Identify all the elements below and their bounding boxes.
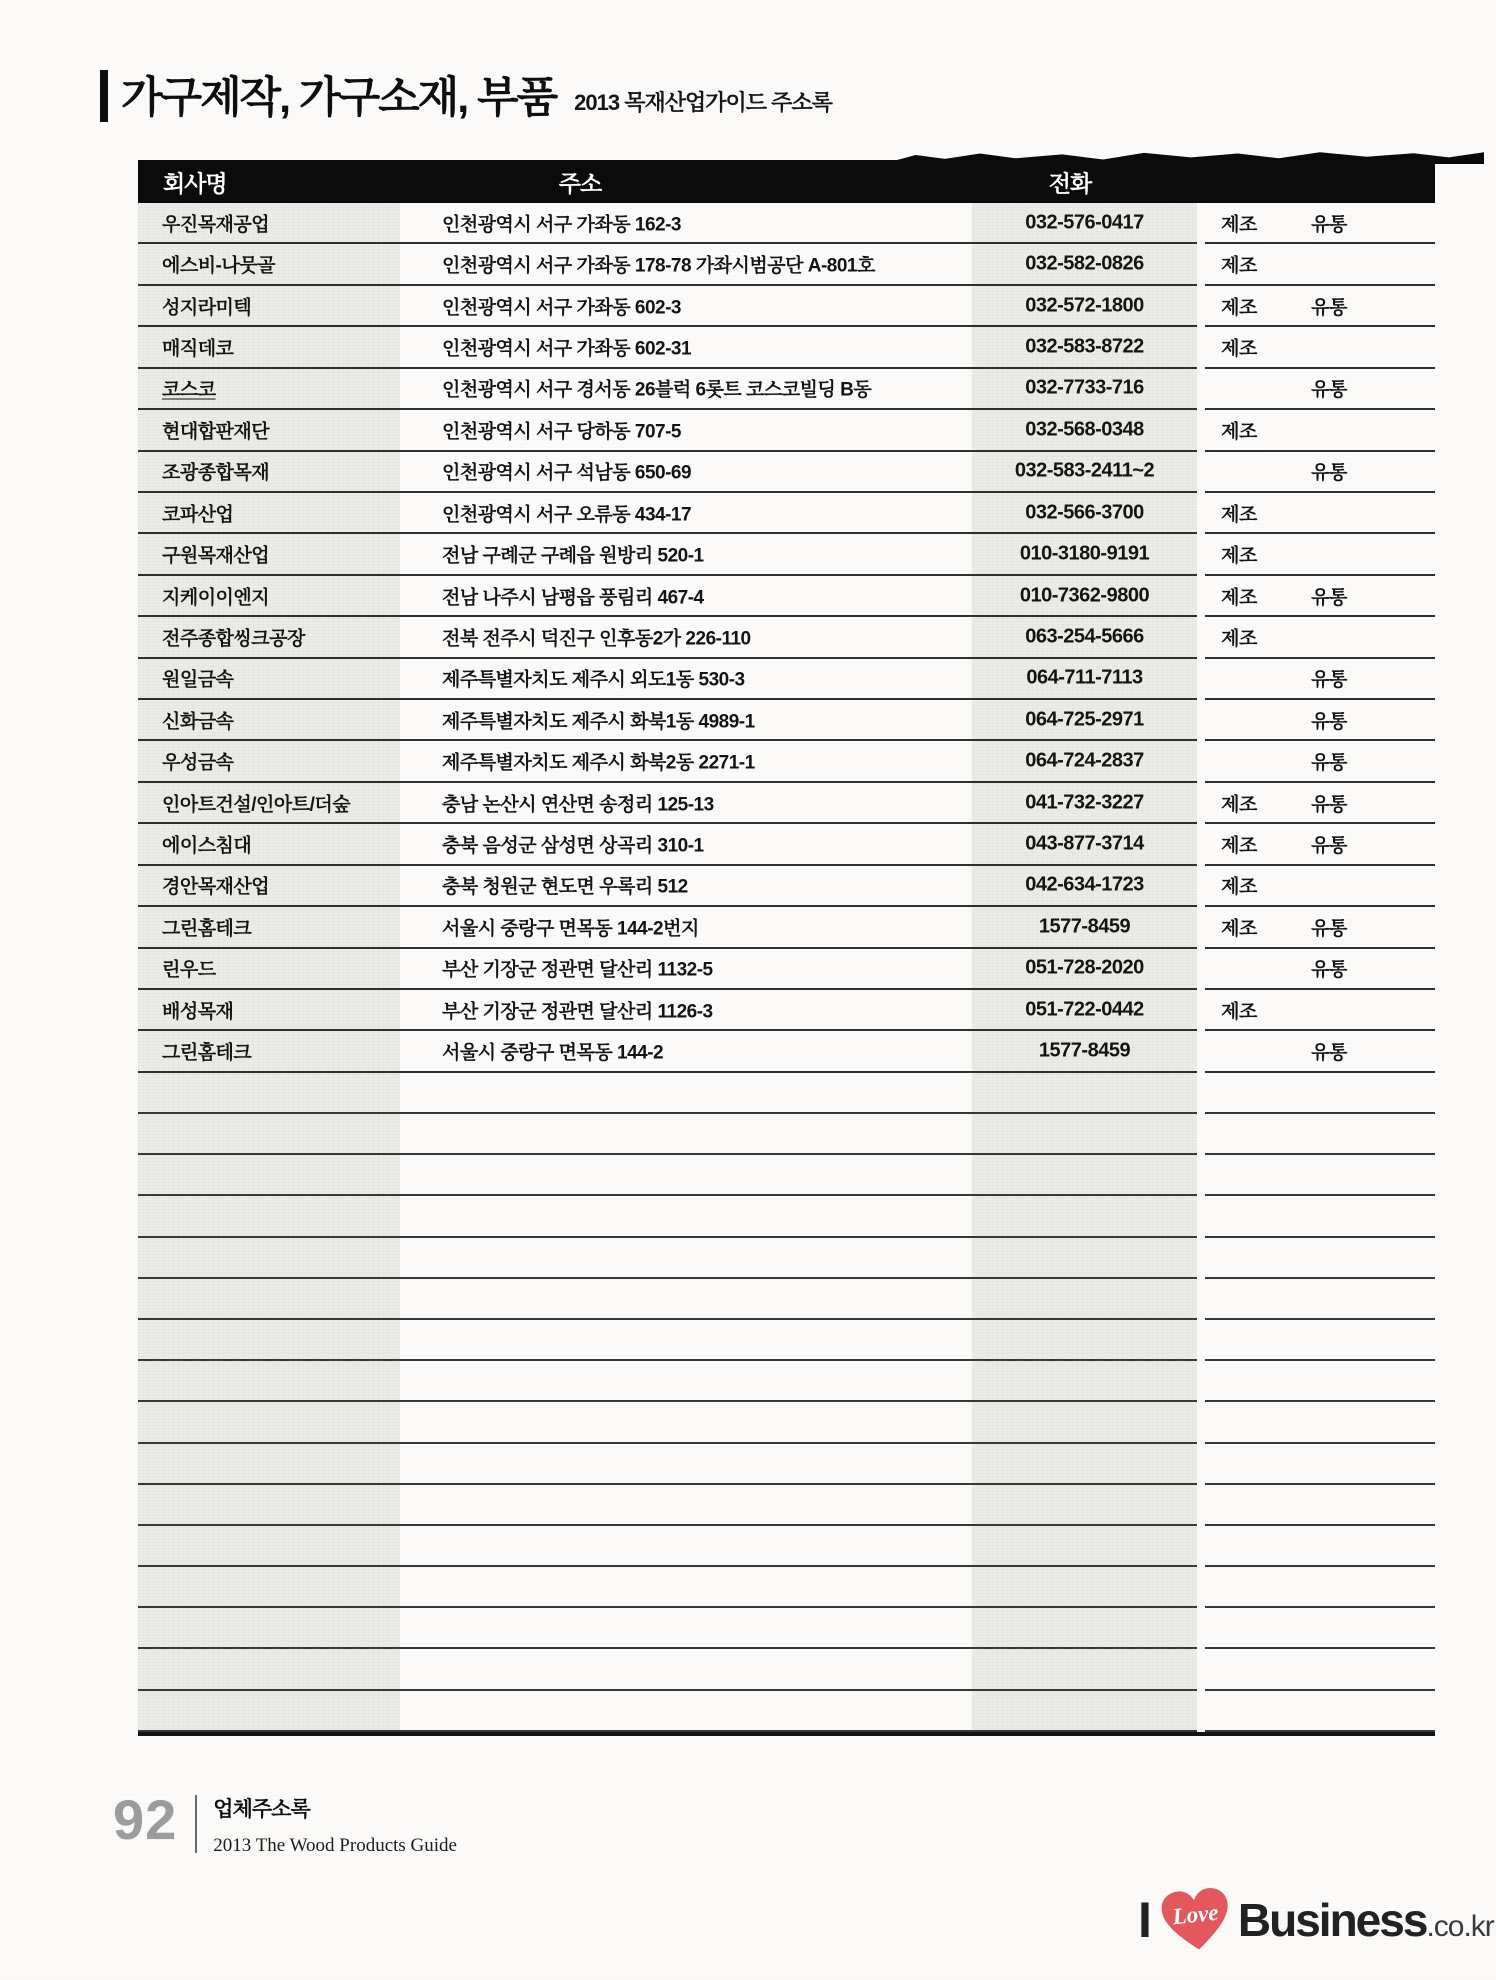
- distribution-badge: 유통: [1311, 1042, 1347, 1064]
- table-row-empty: [138, 1238, 1435, 1279]
- manufacture-badge: 제조: [1221, 504, 1257, 526]
- manufacture-badge: 제조: [1221, 587, 1257, 608]
- company-name-cell: 린우드: [162, 959, 216, 981]
- company-name-cell: 에스비-나뭇골: [162, 255, 275, 277]
- manufacture-badge: 제조: [1221, 1001, 1257, 1023]
- address-cell: 서울시 중랑구 면목동 144-2: [442, 1042, 664, 1064]
- manufacture-badge: 제조: [1221, 794, 1257, 816]
- column-header-address: 주소: [558, 170, 602, 196]
- address-cell: 인천광역시 서구 석남동 650-69: [442, 462, 692, 484]
- manufacture-badge: 제조: [1221, 545, 1257, 567]
- phone-cell: 1577-8459: [1038, 1039, 1131, 1062]
- address-cell: 부산 기장군 정관면 달산리 1132-5: [442, 959, 713, 981]
- table-row-empty: [138, 1691, 1435, 1732]
- table-row: [138, 203, 1435, 244]
- ilovebusiness-logo: [1138, 1890, 1494, 1950]
- address-cell: 충남 논산시 연산면 송정리 125-13: [442, 794, 714, 816]
- title-block: [100, 70, 832, 122]
- address-cell: 전남 나주시 남평읍 풍림리 467-4: [442, 587, 704, 608]
- address-cell: 충북 청원군 현도면 우록리 512: [442, 876, 688, 898]
- table-row-empty: [138, 1114, 1435, 1155]
- table-row-empty: [138, 1402, 1435, 1443]
- phone-cell: 041-732-3227: [1025, 791, 1144, 814]
- company-directory-table: [138, 160, 1435, 1736]
- distribution-badge: 유통: [1311, 462, 1347, 484]
- table-row: [138, 741, 1435, 782]
- manufacture-badge: 제조: [1221, 876, 1257, 898]
- page-number: 92: [113, 1788, 178, 1851]
- table-row: [138, 576, 1435, 617]
- phone-cell: 010-3180-9191: [1019, 542, 1150, 565]
- address-cell: 인천광역시 서구 가좌동 162-3: [442, 214, 681, 236]
- address-cell: 제주특별자치도 제주시 화북2동 2271-1: [442, 752, 755, 774]
- company-name-cell: 그린홈테크: [162, 1042, 252, 1064]
- table-row-empty: [138, 1608, 1435, 1649]
- address-cell: 인천광역시 서구 경서동 26블럭 6롯트 코스코빌딩 B동: [442, 379, 872, 401]
- table-row-empty: [138, 1320, 1435, 1361]
- table-row: [138, 824, 1435, 865]
- address-cell: 충북 음성군 삼성면 상곡리 310-1: [442, 835, 704, 857]
- phone-cell: 064-725-2971: [1025, 708, 1144, 731]
- address-cell: 제주특별자치도 제주시 외도1동 530-3: [442, 669, 745, 691]
- logo-domain-text: .co.kr: [1426, 1910, 1494, 1943]
- address-cell: 인천광역시 서구 오류동 434-17: [442, 504, 692, 526]
- table-row: [138, 783, 1435, 824]
- column-separator-seam: [1197, 203, 1205, 1732]
- table-row: [138, 866, 1435, 907]
- table-row-empty: [138, 1649, 1435, 1690]
- table-row: [138, 1031, 1435, 1072]
- table-row: [138, 617, 1435, 658]
- logo-love-text: Love: [1171, 1899, 1220, 1930]
- company-name-cell: 경안목재산업: [162, 876, 270, 898]
- manufacture-badge: 제조: [1221, 338, 1257, 360]
- address-cell: 전북 전주시 덕진구 인후동2가 226-110: [442, 628, 751, 650]
- page-title: 가구제작, 가구소재, 부품: [121, 73, 557, 122]
- table-row-empty: [138, 1073, 1435, 1114]
- phone-cell: 010-7362-9800: [1019, 584, 1150, 606]
- company-name-cell: 그린홈테크: [162, 918, 252, 940]
- table-row-empty: [138, 1361, 1435, 1402]
- column-header-phone: 전화: [1048, 170, 1092, 196]
- company-name-cell: 전주종합씽크공장: [162, 628, 305, 650]
- table-row: [138, 700, 1435, 741]
- address-cell: 서울시 중랑구 면목동 144-2번지: [442, 918, 699, 940]
- heart-icon: [1157, 1885, 1235, 1954]
- table-row: [138, 369, 1435, 410]
- company-name-cell: 현대합판재단: [162, 421, 270, 443]
- phone-cell: 032-582-0826: [1025, 252, 1144, 275]
- table-row-empty: [138, 1567, 1435, 1608]
- company-name-cell: 지케이이엔지: [162, 587, 270, 608]
- table-body: [138, 203, 1435, 1736]
- table-row: [138, 452, 1435, 493]
- address-cell: 인천광역시 서구 당하동 707-5: [442, 421, 681, 443]
- company-name-cell: 인아트건설/인아트/더숲: [162, 794, 351, 816]
- table-row: [138, 244, 1435, 285]
- logo-i-text: I: [1138, 1892, 1152, 1948]
- page-subtitle: 2013 목재산업가이드 주소록: [574, 90, 832, 115]
- company-name-cell: 신화금속: [162, 711, 234, 733]
- phone-cell: 063-254-5666: [1025, 625, 1144, 648]
- table-row: [138, 493, 1435, 534]
- distribution-badge: 유통: [1311, 669, 1347, 691]
- distribution-badge: 유통: [1311, 918, 1347, 940]
- company-name-cell: 구원목재산업: [162, 545, 270, 567]
- phone-cell: 032-572-1800: [1025, 294, 1144, 317]
- logo-business-text: Business: [1237, 1894, 1427, 1946]
- company-name-cell: 우성금속: [162, 752, 234, 774]
- phone-cell: 064-724-2837: [1025, 749, 1144, 772]
- phone-cell: 032-583-8722: [1025, 335, 1144, 358]
- footer-guide-label: 2013 The Wood Products Guide: [213, 1835, 457, 1856]
- manufacture-badge: 제조: [1221, 421, 1257, 443]
- phone-cell: 1577-8459: [1038, 915, 1131, 938]
- manufacture-badge: 제조: [1221, 835, 1257, 857]
- table-header-bar: [138, 160, 1435, 203]
- distribution-badge: 유통: [1311, 379, 1347, 401]
- phone-cell: 032-566-3700: [1025, 501, 1144, 524]
- distribution-badge: 유통: [1311, 587, 1347, 608]
- manufacture-badge: 제조: [1221, 297, 1257, 319]
- table-row: [138, 327, 1435, 368]
- company-name-cell: 성지라미텍: [162, 297, 252, 319]
- phone-cell: 051-722-0442: [1025, 998, 1144, 1021]
- address-cell: 인천광역시 서구 가좌동 178-78 가좌시범공단 A-801호: [442, 255, 875, 277]
- manufacture-badge: 제조: [1221, 628, 1257, 650]
- distribution-badge: 유통: [1311, 959, 1347, 981]
- distribution-badge: 유통: [1311, 794, 1347, 816]
- phone-cell: 032-583-2411~2: [1014, 459, 1155, 482]
- distribution-badge: 유통: [1311, 752, 1347, 774]
- phone-cell: 032-568-0348: [1025, 418, 1144, 441]
- manufacture-badge: 제조: [1221, 255, 1257, 277]
- table-row: [138, 949, 1435, 990]
- phone-cell: 051-728-2020: [1025, 956, 1144, 979]
- table-row-empty: [138, 1279, 1435, 1320]
- footer-divider: [195, 1795, 197, 1853]
- table-row-empty: [138, 1526, 1435, 1567]
- title-tick-decoration: [100, 70, 108, 122]
- company-name-cell: 에이스침대: [162, 835, 252, 857]
- table-row: [138, 659, 1435, 700]
- table-row-empty: [138, 1444, 1435, 1485]
- table-row: [138, 990, 1435, 1031]
- company-name-cell: 우진목재공업: [162, 214, 270, 236]
- table-row: [138, 410, 1435, 451]
- distribution-badge: 유통: [1311, 214, 1347, 236]
- footer-section-label: 업체주소록: [213, 1798, 310, 1821]
- table-row-empty: [138, 1155, 1435, 1196]
- distribution-badge: 유통: [1311, 297, 1347, 319]
- phone-cell: 032-7733-716: [1025, 376, 1144, 399]
- phone-cell: 043-877-3714: [1025, 832, 1144, 855]
- manufacture-badge: 제조: [1221, 918, 1257, 940]
- table-row: [138, 286, 1435, 327]
- distribution-badge: 유통: [1311, 711, 1347, 733]
- table-row-empty: [138, 1485, 1435, 1526]
- phone-cell: 064-711-7113: [1026, 666, 1143, 689]
- address-cell: 인천광역시 서구 가좌동 602-31: [442, 338, 692, 360]
- phone-cell: 032-576-0417: [1025, 211, 1144, 234]
- company-name-cell: 원일금속: [162, 669, 234, 691]
- phone-cell: 042-634-1723: [1025, 873, 1144, 896]
- footer: [113, 1788, 457, 1857]
- company-name-cell: 배성목재: [162, 1001, 234, 1023]
- table-row: [138, 534, 1435, 575]
- company-name-cell: 코스코: [162, 379, 216, 401]
- table-row-empty: [138, 1196, 1435, 1237]
- address-cell: 전남 구례군 구례읍 원방리 520-1: [442, 545, 704, 567]
- address-cell: 인천광역시 서구 가좌동 602-3: [442, 297, 681, 319]
- distribution-badge: 유통: [1311, 835, 1347, 857]
- table-row: [138, 907, 1435, 948]
- company-name-cell: 매직데코: [162, 338, 234, 360]
- manufacture-badge: 제조: [1221, 214, 1257, 236]
- company-name-cell: 코파산업: [162, 504, 234, 526]
- address-cell: 제주특별자치도 제주시 화북1동 4989-1: [442, 711, 755, 733]
- address-cell: 부산 기장군 정관면 달산리 1126-3: [442, 1001, 713, 1023]
- column-header-company: 회사명: [163, 170, 227, 196]
- table-rows: [138, 203, 1435, 1732]
- company-name-cell: 조광종합목재: [162, 462, 270, 484]
